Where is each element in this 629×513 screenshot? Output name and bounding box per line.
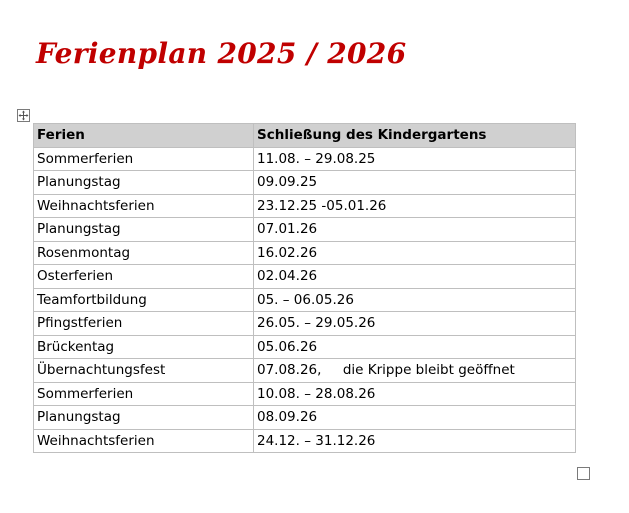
- holiday-name-cell[interactable]: Weihnachtsferien: [34, 194, 254, 218]
- table-row: [34, 335, 576, 359]
- table-header-row: [34, 124, 576, 148]
- closure-dates-cell[interactable]: 23.12.25 -05.01.26: [254, 194, 576, 218]
- closure-dates-cell[interactable]: 05.06.26: [254, 335, 576, 359]
- holiday-name-cell[interactable]: Sommerferien: [34, 382, 254, 406]
- holiday-name-cell[interactable]: Teamfortbildung: [34, 288, 254, 312]
- table-move-handle[interactable]: [17, 109, 30, 122]
- holiday-name-cell[interactable]: Übernachtungsfest: [34, 359, 254, 383]
- holiday-name-cell[interactable]: Sommerferien: [34, 147, 254, 171]
- table-row: [34, 171, 576, 195]
- holiday-name-cell[interactable]: Rosenmontag: [34, 241, 254, 265]
- table-row: [34, 241, 576, 265]
- closure-dates-cell[interactable]: 11.08. – 29.08.25: [254, 147, 576, 171]
- header-schliessung: Schließung des Kindergartens: [254, 124, 576, 148]
- closure-dates-cell[interactable]: 08.09.26: [254, 406, 576, 430]
- closure-dates-cell[interactable]: 24.12. – 31.12.26: [254, 429, 576, 453]
- table-row: [34, 359, 576, 383]
- table-row: [34, 312, 576, 336]
- table-row: [34, 147, 576, 171]
- header-ferien: Ferien: [34, 124, 254, 148]
- closure-dates-cell[interactable]: 07.08.26, die Krippe bleibt geöffnet: [254, 359, 576, 383]
- holiday-name-cell[interactable]: Brückentag: [34, 335, 254, 359]
- closure-dates-cell[interactable]: 26.05. – 29.05.26: [254, 312, 576, 336]
- closure-dates-cell[interactable]: 09.09.25: [254, 171, 576, 195]
- holiday-name-cell[interactable]: Pfingstferien: [34, 312, 254, 336]
- table-row: [34, 406, 576, 430]
- holiday-name-cell[interactable]: Planungstag: [34, 406, 254, 430]
- holiday-table: [33, 123, 576, 453]
- document-title: Ferienplan 2025 / 2026: [36, 37, 407, 70]
- holiday-name-cell[interactable]: Weihnachtsferien: [34, 429, 254, 453]
- table-row: [34, 218, 576, 242]
- table-row: [34, 194, 576, 218]
- table-row: [34, 265, 576, 289]
- table-row: [34, 429, 576, 453]
- holiday-name-cell[interactable]: Planungstag: [34, 171, 254, 195]
- table-resize-handle[interactable]: [577, 467, 590, 480]
- closure-dates-cell[interactable]: 05. – 06.05.26: [254, 288, 576, 312]
- move-arrows-icon: [18, 110, 29, 121]
- holiday-name-cell[interactable]: Planungstag: [34, 218, 254, 242]
- closure-dates-cell[interactable]: 07.01.26: [254, 218, 576, 242]
- closure-dates-cell[interactable]: 02.04.26: [254, 265, 576, 289]
- holiday-name-cell[interactable]: Osterferien: [34, 265, 254, 289]
- closure-dates-cell[interactable]: 16.02.26: [254, 241, 576, 265]
- closure-dates-cell[interactable]: 10.08. – 28.08.26: [254, 382, 576, 406]
- table-row: [34, 288, 576, 312]
- table-row: [34, 382, 576, 406]
